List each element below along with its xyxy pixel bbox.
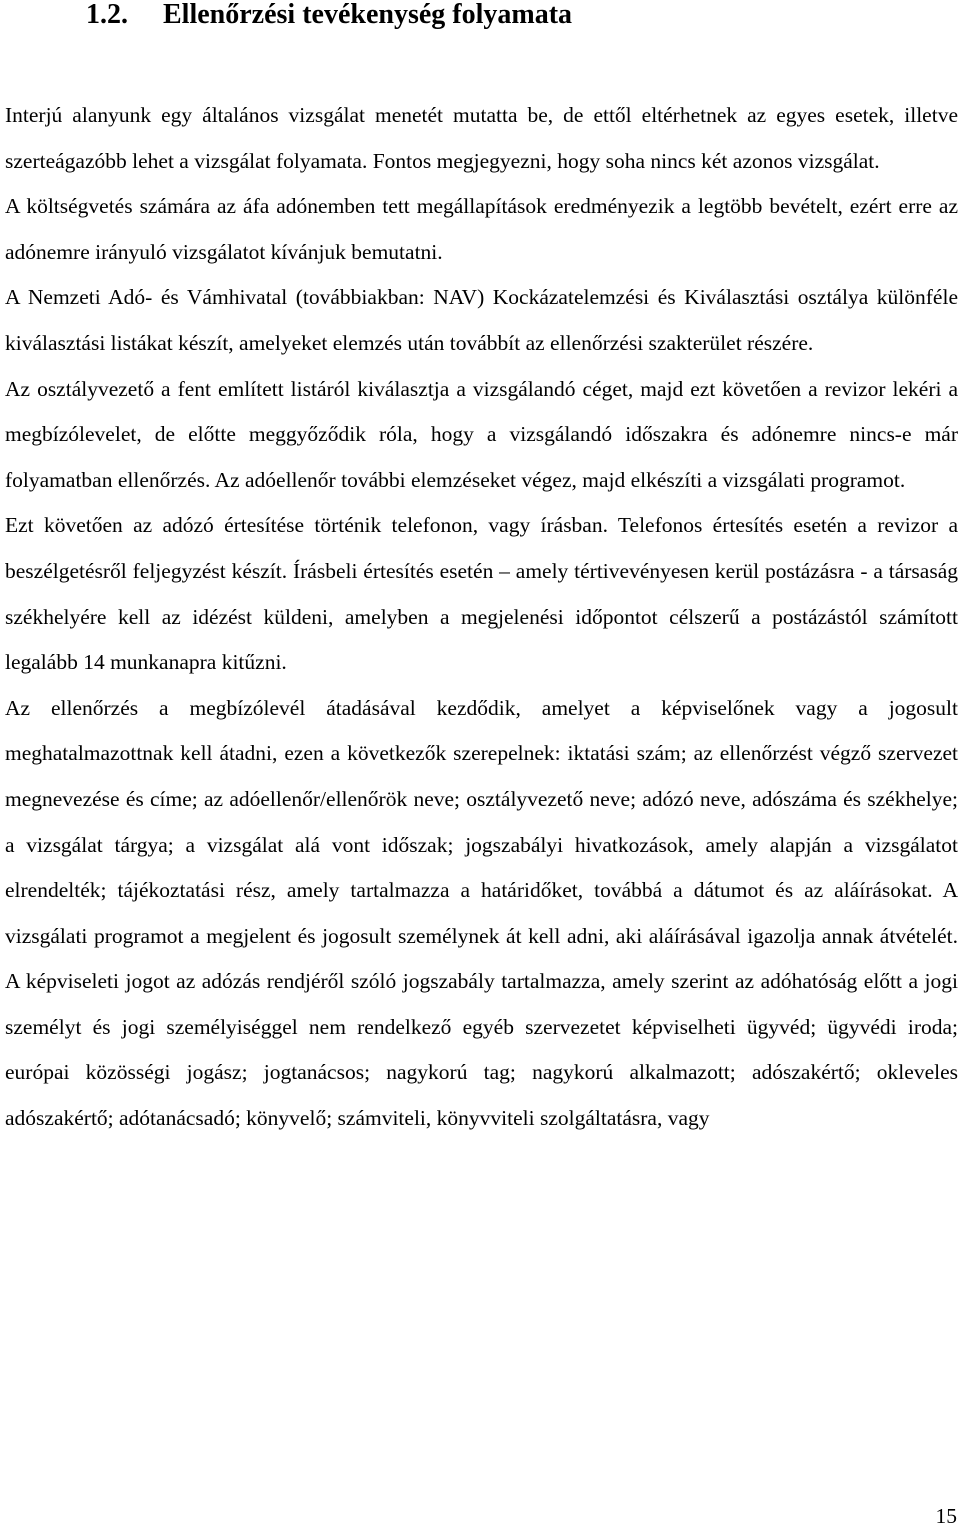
section-heading (86, 0, 572, 32)
paragraph-mandate-letter: Az ellenőrzés a megbízólevél átadásával kezdődik, amelyet a képviselőnek vagy a jogosult meghatalmazottnak kell átadni, ezen a következők szerepelnek: iktatási szám; az ellenőrzést végző szervezet megnevezése és címe; az adóellenőr/ellenőrök neve; osztályvezető neve; adózó neve, adószáma és székhelye; a vizsgálat tárgya; a vizsgálat alá vont időszak; jogszabályi hivatkozások, amely alapján a vizsgálatot elrendelték; tájékoztatási rész, amely tartalmazza a határidőket, továbbá a dátumot és az aláírásokat. A vizsgálati programot a megjelent és jogosult személynek át kell adni, aki aláírásával igazolja annak átvételét. A képviseleti jogot az adózás rendjéről szóló jogszabály tartalmazza, amely szerint az adóhatóság előtt a jogi személyt és jogi személyiséggel nem rendelkező egyéb szervezetet képviselheti ügyvéd; ügyvédi iroda; európai közösségi jogász; jogtanácsos; nagykorú tag; nagykorú alkalmazott; adószakértő; okleveles adószakértő; adótanácsadó; könyvelő; számviteli, könyvviteli szolgáltatásra, vagy (5, 695, 958, 1131)
page-number: 15 (935, 1504, 957, 1528)
section-number: 1.2. (86, 0, 128, 30)
paragraph-notification: Ezt követően az adózó értesítése történik telefonon, vagy írásban. Telefonos értesítés esetén a revizor a beszélgetésről feljegyzést készít. Írásbeli értesítés esetén – amely tértivevényesen kerül postázásra - a társaság székhelyére kell az idézést küldeni, amelyben a megjelenési időpontot célszerű a postázástól számított legalább 14 munkanapra kitűzni. (5, 513, 958, 675)
paragraph-department-head: Az osztályvezető a fent említett listáról kiválasztja a vizsgálandó céget, majd ezt követően a revizor lekéri a megbízólevelet, de előtte meggyőződik róla, hogy a vizsgálandó időszakra és adónemre nincs-e már folyamatban ellenőrzés. Az adóellenőr további elemzéseket végez, majd elkészíti a vizsgálati programot. (5, 376, 958, 492)
section-title: Ellenőrzési tevékenység folyamata (163, 0, 573, 30)
paragraph-intro: Interjú alanyunk egy általános vizsgálat menetét mutatta be, de ettől eltérhetnek az egyes esetek, illetve szerteágazóbb lehet a vizsgálat folyamata. Fontos megjegyezni, hogy soha nincs két azonos vizsgálat. (5, 103, 958, 173)
document-body (5, 93, 958, 1142)
paragraph-vat: A költségvetés számára az áfa adónemben tett megállapítások eredményezik a legtöbb bevételt, ezért erre az adónemre irányuló vizsgálatot kívánjuk bemutatni. (5, 194, 958, 264)
paragraph-nav-selection: A Nemzeti Adó- és Vámhivatal (továbbiakban: NAV) Kockázatelemzési és Kiválasztási osztálya különféle kiválasztási listákat készít, amelyeket elemzés után továbbít az ellenőrzési szakterület részére. (5, 285, 958, 355)
